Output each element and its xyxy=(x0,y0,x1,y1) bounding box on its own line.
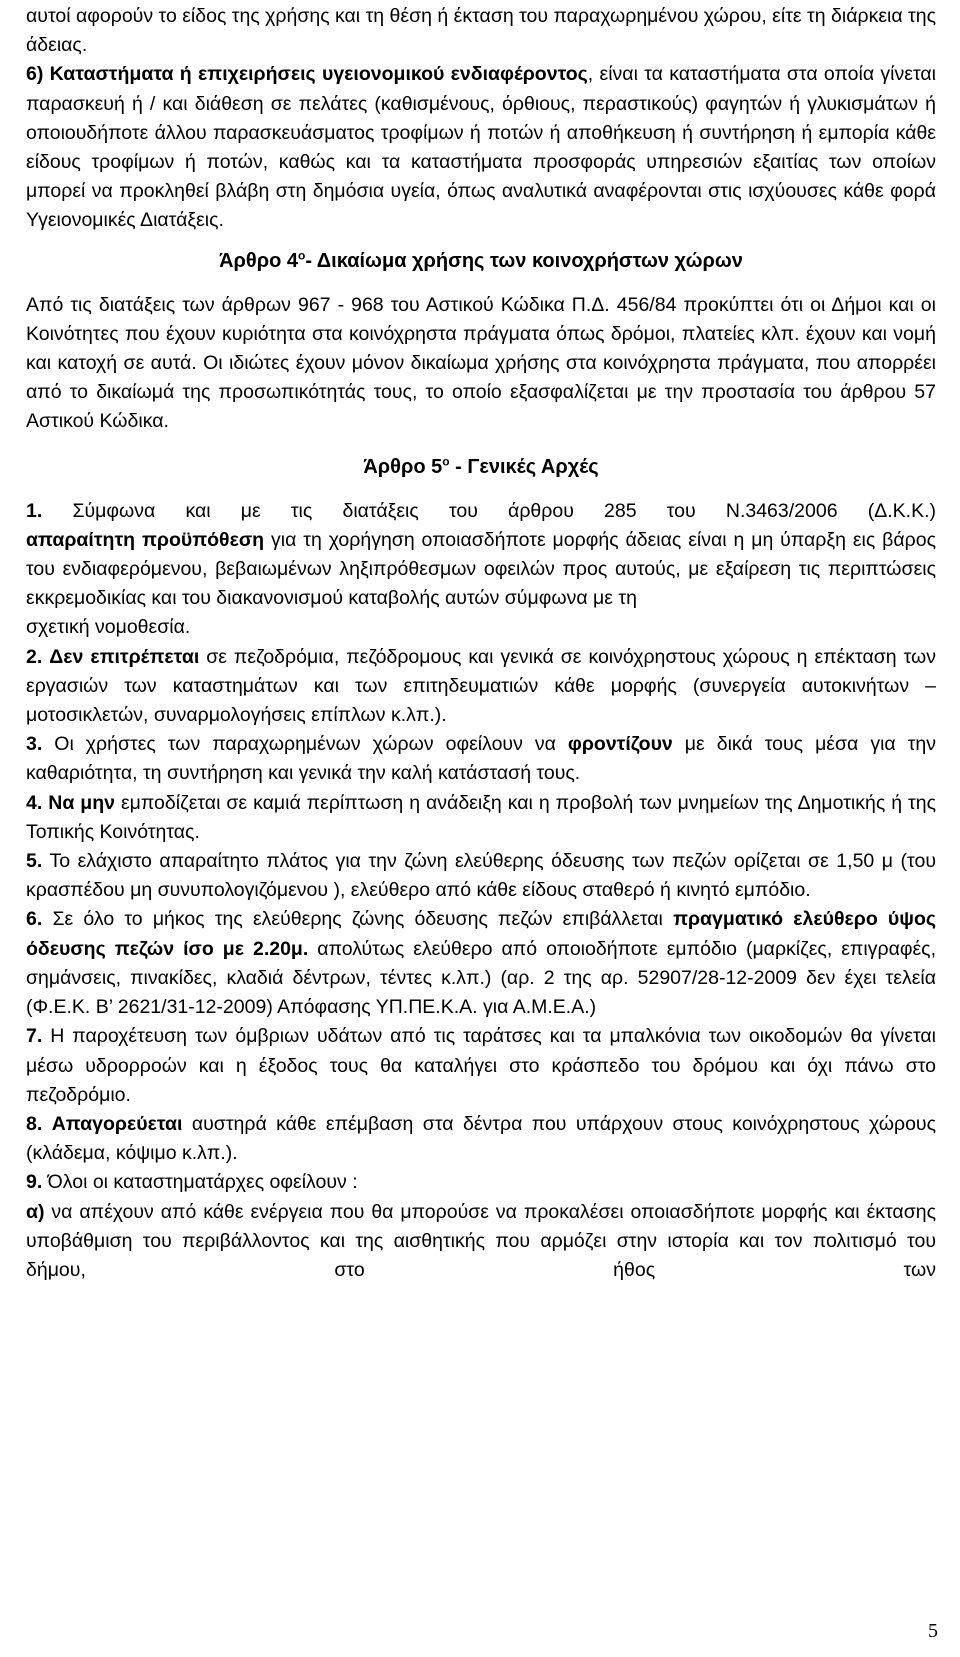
item-9-text: Όλοι οι καταστηματάρχες οφείλουν : xyxy=(42,1171,358,1194)
item-2-text: σε πεζοδρόμια, πεζόδρομους και γενικά σε κοινόχρηστους χώρους η επέκταση των εργασιών των καταστημάτων και των επιτηδευματιών κάθε μορφής (συνεργεία αυτοκινήτων – μοτοσικλετών, συναρμολογήσεις επίπλων κ.λπ.). xyxy=(26,645,936,727)
item-1-number: 1. xyxy=(26,499,43,522)
article-5-item-8 xyxy=(26,1110,936,1168)
article-5-heading xyxy=(26,453,936,481)
article-5-item-7 xyxy=(26,1022,936,1110)
article-5-item-2 xyxy=(26,643,936,731)
article-4-body: Από τις διατάξεις των άρθρων 967 - 968 του Αστικού Κώδικα Π.Δ. 456/84 προκύπτει ότι οι Δήμοι και οι Κοινότητες που έχουν κυριότητα στα κοινόχρηστα πράγματα όπως δρόμοι, πλατείες κλπ. έχουν και νομή και κατοχή σε αυτά. Οι ιδιώτες έχουν μόνον δικαίωμα χρήσης στα κοινόχρηστα πράγματα, που απορρέει από το δικαίωμά της προσωπικότητάς τους, το οποίο εξασφαλίζεται με την προστασία του άρθρου 57 Αστικού Κώδικα. xyxy=(26,293,936,433)
item-6b-text-b: απολύτως ελεύθερο από οποιοδήποτε εμπόδιο (μαρκίζες, επιγραφές, σημάνσεις, πινακίδες, κλαδιά δέντρων, τέντες κ.λπ.) (αρ. 2 της αρ. 52907/28-12-2009 δεν έχει τελεία (Φ.Ε.Κ. Β’ 2621/31-12-2009) Απόφασης ΥΠ.ΠΕ.Κ.Α. για Α.Μ.Ε.Α.) xyxy=(26,937,936,1019)
article-4-title-sup: ο xyxy=(297,247,306,262)
item-6-text: , είναι τα καταστήματα στα οποία γίνεται παρασκευή ή / και διάθεση σε πελάτες (καθισμένους, όρθιους, περαστικούς) φαγητών ή γλυκισμάτων ή οποιουδήποτε άλλου παρασκευάσματος τροφίμων ή ποτών ή αποθήκευση ή συντήρηση ή εμπορία κάθε είδους τροφίμων ή ποτών, καθώς και τα καταστήματα προσφοράς υπηρεσιών εξαιτίας των οποίων μπορεί να προκληθεί βλάβη στη δημόσια υγεία, όπως αναλυτικά αναφέρονται στις ισχύουσες κάθε φορά Υγειονομικές Διατάξεις. xyxy=(26,63,936,232)
item-2-number: 2. xyxy=(26,645,43,668)
article-5-title-sup: ο xyxy=(442,453,450,468)
item-6b-bold: πραγματικό ελεύθερο ύψος όδευσης πεζών ίσο με 2.20μ. xyxy=(26,908,937,960)
article-5-item-1 xyxy=(26,526,936,614)
paragraph-item-6 xyxy=(26,60,936,235)
article-5-item-1-tail: σχετική νομοθεσία. xyxy=(26,616,191,639)
item-5-number: 5. xyxy=(26,850,43,873)
item-6-number: 6) xyxy=(26,63,50,86)
item-6b-text-a: Σε όλο το μήκος της ελεύθερης ζώνης όδευσης πεζών επιβάλλεται xyxy=(42,908,674,931)
item-9a-text: να απέχουν από κάθε ενέργεια που θα μπορούσε να προκαλέσει οποιασδήποτε μορφής και έκτασης υποβάθμιση του περιβάλλοντος και της αισθητικής που αρμόζει στην ιστορία και τον πολιτισμό του δήμου, στο ήθος των xyxy=(26,1200,936,1281)
item-1-text-a: Σύμφωνα και με τις διατάξεις του άρθρου 285 του Ν.3463/2006 (Δ.Κ.Κ.) xyxy=(42,499,936,522)
item-7-text: Η παροχέτευση των όμβριων υδάτων από τις ταράτσες και τα μπαλκόνια των οικοδομών θα γίνεται μέσω υδρορροών και η έξοδος τους θα καταλήγει στο κράσπεδο του δρόμου και όχι πάνω στο πεζοδρόμιο. xyxy=(26,1025,936,1106)
item-3-text-b: με δικά τους μέσα για την καθαριότητα, τη συντήρηση και γενικά την καλή κατάστασή τους. xyxy=(26,733,936,785)
article-4-title-suffix: - Δικαίωμα χρήσης των κοινοχρήστων χώρων xyxy=(305,249,743,272)
article-5-item-3 xyxy=(26,730,936,788)
article-5-item-5 xyxy=(26,847,936,905)
item-5-text: Το ελάχιστο απαραίτητο πλάτος για την ζώνη ελεύθερης όδευσης των πεζών ορίζεται σε 1,50 μ (του κρασπέδου μη συνυπολογιζόμενου ), ελεύθερο από κάθε είδους σταθερό ή κινητό εμπόδιο. xyxy=(26,850,936,902)
item-2-bold: Δεν επιτρέπεται xyxy=(49,645,200,668)
item-8-bold: Απαγορεύεται xyxy=(51,1112,183,1135)
item-1-bold: απαραίτητη προϋπόθεση xyxy=(26,528,265,551)
item-8-number: 8. xyxy=(26,1112,43,1135)
article-5-item-4 xyxy=(26,789,936,847)
article-5-title-suffix: - Γενικές Αρχές xyxy=(449,455,599,478)
item-3-bold: φροντίζουν xyxy=(567,733,673,756)
article-4-heading xyxy=(26,247,936,275)
item-4-text: εμποδίζεται σε καμιά περίπτωση η ανάδειξη και η προβολή των μνημείων της Δημοτικής ή της Τοπικής Κοινότητας. xyxy=(26,791,936,843)
item-3-number: 3. xyxy=(26,733,43,756)
article-4-title-prefix: Άρθρο 4 xyxy=(219,249,298,272)
item-9a-letter: α) xyxy=(26,1200,45,1223)
item-9-number: 9. xyxy=(26,1171,43,1194)
paragraph-continuation: αυτοί αφορούν το είδος της χρήσης και τη θέση ή έκταση του παραχωρημένου χώρου, είτε τη διάρκεια της άδειας. xyxy=(26,5,936,57)
item-8-text: αυστηρά κάθε επέμβαση στα δέντρα που υπάρχουν στους κοινόχρηστους χώρους (κλάδεμα, κόψιμο κ.λπ.). xyxy=(26,1112,936,1165)
item-1-text-b: για τη χορήγηση οποιασδήποτε μορφής άδειας είναι η μη ύπαρξη εις βάρος του ενδιαφερόμενου, βεβαιωμένων ληξιπρόθεσμων οφειλών προς αυτούς, με εξαίρεση τις περιπτώσεις εκκρεμοδικίας και του διακανονισμού καταβολής αυτών σύμφωνα με τη xyxy=(26,528,937,610)
item-6-term: Καταστήματα ή επιχειρήσεις υγειονομικού ενδιαφέροντος xyxy=(49,63,588,86)
item-6b-number: 6. xyxy=(26,908,43,931)
page-number: 5 xyxy=(928,1620,938,1642)
article-5-item-9a xyxy=(26,1198,936,1286)
article-5-item-9 xyxy=(26,1168,936,1197)
item-4-bold: Να μην xyxy=(48,791,115,814)
article-5-item-1-line-1 xyxy=(26,497,936,526)
item-7-number: 7. xyxy=(26,1025,43,1048)
article-5-item-6 xyxy=(26,905,936,1022)
item-4-number: 4. xyxy=(26,791,43,814)
article-5-title-prefix: Άρθρο 5 xyxy=(363,455,443,478)
item-3-text-a: Οι χρήστες των παραχωρημένων χώρων οφείλουν να xyxy=(42,733,568,756)
